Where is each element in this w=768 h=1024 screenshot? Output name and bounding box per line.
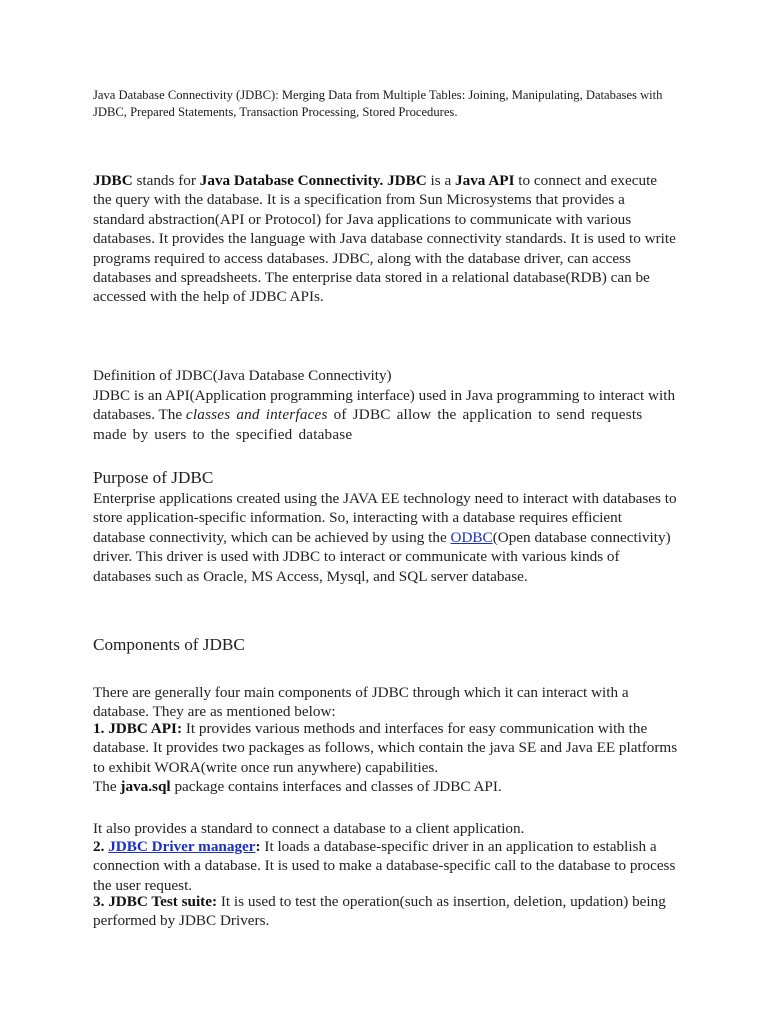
jdbc-driver-manager-link[interactable]: JDBC Driver manager bbox=[108, 838, 256, 855]
component-item-driver-manager: 2. JDBC Driver manager: It loads a database-specific driver in an application to establish a connection with a database. It is used to make a database-specific call to the database to process the user request. bbox=[93, 838, 676, 894]
java-api-term: Java API bbox=[455, 172, 515, 189]
java-sql-package: java.sql bbox=[120, 778, 171, 796]
components-intro: There are generally four main components of JDBC through which it can interact with a database. They are as mentioned below: bbox=[93, 684, 629, 721]
purpose-heading: Purpose of JDBC bbox=[93, 468, 214, 487]
component-item-test-suite: 3. JDBC Test suite: It is used to test the operation(such as insertion, deletion, updation) being performed by JDBC Drivers. bbox=[93, 893, 666, 930]
item-label: 3. JDBC Test suite: bbox=[93, 893, 218, 910]
odbc-link[interactable]: ODBC bbox=[450, 528, 493, 546]
purpose-paragraph: Enterprise applications created using the JAVA EE technology need to interact with databases to store application-specific information. So, interacting with a database requires efficient database connectivity, which can be achieved by using the ODBC(Open database connectivity) driver. This driver is used with JDBC to interact or communicate with various kinds of databases such as Oracle, MS Access, Mysql, and SQL server database. bbox=[93, 490, 677, 585]
intro-paragraph: JDBC stands for Java Database Connectivity. JDBC is a Java API to connect and execute the query with the database. It is a specification from Sun Microsystems that provides a standard abstraction(API or Protocol) for Java applications to communicate with various databases. It provides the language with Java database connectivity standards. It is used to write programs required to access databases. JDBC, along with the database driver, can access databases and spreadsheets. The enterprise data stored in a relational database(RDB) can be accessed with the help of JDBC APIs. bbox=[93, 172, 676, 306]
item-label: 1. JDBC API: bbox=[93, 720, 183, 737]
jdbc-term: JDBC bbox=[387, 172, 427, 189]
component-item-jdbc-api: 1. JDBC API: It provides various methods and interfaces for easy communication with the database. It provides two packages as follows, which contain the java SE and Java EE platforms to exhibit WORA(write once run anywhere) capabilities. The java.sql package contains interfaces and classes of JDBC API. bbox=[93, 720, 678, 796]
jdbc-term: JDBC bbox=[93, 172, 133, 189]
definition-paragraph: JDBC is an API(Application programming interface) used in Java programming to interact with databases. The classes and interfaces of JDBC allow the application to send requests made by users to the specified database bbox=[93, 387, 676, 443]
classes-interfaces-term: classes and interfaces bbox=[185, 406, 328, 424]
full-name-term: Java Database Connectivity. bbox=[199, 172, 384, 189]
document-header: Java Database Connectivity (JDBC): Merging Data from Multiple Tables: Joining, Manipulating, Databases with JDBC, Prepared Statements, Transaction Processing, Stored Procedures. bbox=[93, 88, 663, 119]
definition-heading: Definition of JDBC(Java Database Connectivity) bbox=[93, 367, 392, 384]
also-provides-text: It also provides a standard to connect a database to a client application. bbox=[93, 820, 525, 837]
components-heading: Components of JDBC bbox=[93, 635, 245, 654]
